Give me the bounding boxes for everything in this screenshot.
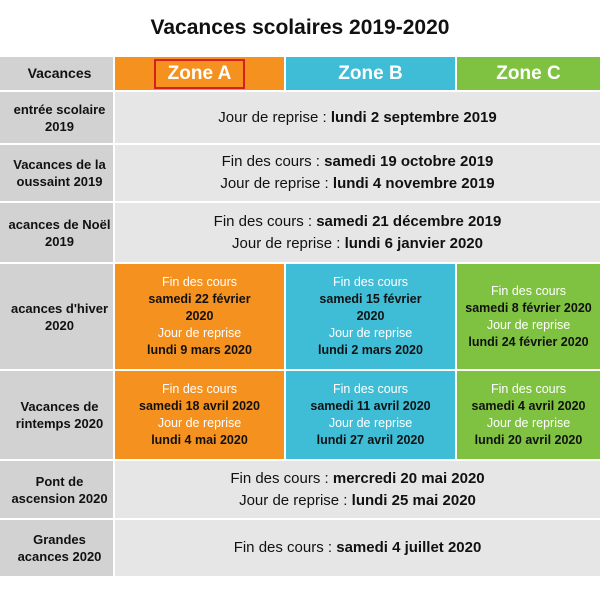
hiver-zone-b: Fin des cours samedi 15 février 2020 Jour de reprise lundi 2 mars 2020 — [286, 264, 455, 369]
header-vacances: Vacances — [0, 57, 113, 90]
row-toussaint: Fin des cours : samedi 19 octobre 2019 Jour de reprise : lundi 4 novembre 2019 — [115, 145, 600, 201]
row-noel: Fin des cours : samedi 21 décembre 2019 Jour de reprise : lundi 6 janvier 2020 — [115, 203, 600, 262]
printemps-zone-c: Fin des cours samedi 4 avril 2020 Jour de reprise lundi 20 avril 2020 — [457, 371, 600, 459]
page-title: Vacances scolaires 2019-2020 — [150, 16, 450, 39]
header-zone-b: Zone B — [286, 57, 455, 90]
hiver-zone-c: Fin des cours samedi 8 février 2020 Jour de reprise lundi 24 février 2020 — [457, 264, 600, 369]
row-label-grandes: Grandes acances 2020 — [0, 520, 113, 576]
hiver-zone-a: Fin des cours samedi 22 février 2020 Jour de reprise lundi 9 mars 2020 — [115, 264, 284, 369]
row-grandes: Fin des cours : samedi 4 juillet 2020 — [115, 520, 600, 576]
row-label-toussaint: Vacances de la oussaint 2019 — [0, 145, 113, 201]
row-label-hiver: acances d'hiver 2020 — [0, 264, 113, 369]
zone-a-highlight: Zone A — [154, 59, 246, 89]
row-label-printemps: Vacances de rintemps 2020 — [0, 371, 113, 459]
printemps-zone-a: Fin des cours samedi 18 avril 2020 Jour de reprise lundi 4 mai 2020 — [115, 371, 284, 459]
row-label-rentree: entrée scolaire 2019 — [0, 92, 113, 143]
row-rentree: Jour de reprise : lundi 2 septembre 2019 — [115, 92, 600, 143]
row-ascension: Fin des cours : mercredi 20 mai 2020 Jour de reprise : lundi 25 mai 2020 — [115, 461, 600, 518]
header-zone-c: Zone C — [457, 57, 600, 90]
row-label-noel: acances de Noël 2019 — [0, 203, 113, 262]
header-zone-a — [115, 57, 284, 90]
row-label-ascension: Pont de ascension 2020 — [0, 461, 113, 518]
printemps-zone-b: Fin des cours samedi 11 avril 2020 Jour de reprise lundi 27 avril 2020 — [286, 371, 455, 459]
